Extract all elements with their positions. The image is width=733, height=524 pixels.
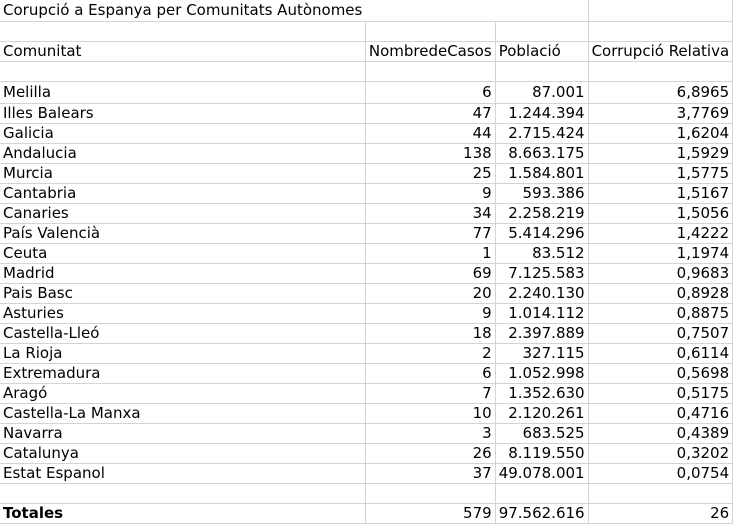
cell-poblacio[interactable]: 8.663.175 — [495, 144, 588, 164]
cell-casos[interactable]: 6 — [365, 364, 495, 384]
table-row — [0, 344, 733, 364]
cell-relativa[interactable]: 0,4716 — [588, 404, 733, 424]
cell-comunitat[interactable]: Cantabria — [0, 184, 365, 204]
table-row — [0, 104, 733, 124]
cell-poblacio[interactable]: 8.119.550 — [495, 444, 588, 464]
cell-casos[interactable]: 37 — [365, 464, 495, 484]
cell-relativa[interactable]: 0,0754 — [588, 464, 733, 484]
cell-comunitat[interactable]: Catalunya — [0, 444, 365, 464]
header-casos[interactable]: NombredeCasos — [365, 42, 495, 62]
cell-comunitat[interactable]: Castella-La Manxa — [0, 404, 365, 424]
cell-relativa[interactable]: 0,7507 — [588, 324, 733, 344]
table-row — [0, 82, 733, 104]
title-row — [0, 0, 733, 22]
empty-row — [0, 62, 733, 82]
cell-relativa[interactable]: 0,5698 — [588, 364, 733, 384]
empty-cell[interactable] — [0, 484, 365, 504]
cell-comunitat[interactable]: Galicia — [0, 124, 365, 144]
cell-relativa[interactable]: 0,8928 — [588, 284, 733, 304]
table-row — [0, 364, 733, 384]
cell-casos[interactable]: 47 — [365, 104, 495, 124]
totals-label[interactable]: Totales — [0, 504, 365, 524]
cell-relativa[interactable]: 6,8965 — [588, 82, 733, 104]
empty-cell[interactable] — [495, 22, 588, 42]
cell-poblacio[interactable]: 1.584.801 — [495, 164, 588, 184]
cell-relativa[interactable]: 0,9683 — [588, 264, 733, 284]
empty-row — [0, 22, 733, 42]
empty-cell[interactable] — [588, 62, 733, 82]
totals-row — [0, 504, 733, 524]
cell-relativa[interactable]: 1,4222 — [588, 224, 733, 244]
table-row — [0, 284, 733, 304]
cell-relativa[interactable]: 0,4389 — [588, 424, 733, 444]
cell-comunitat[interactable]: Canaries — [0, 204, 365, 224]
cell-casos[interactable]: 7 — [365, 384, 495, 404]
empty-cell[interactable] — [365, 0, 495, 22]
cell-casos[interactable]: 44 — [365, 124, 495, 144]
cell-poblacio[interactable]: 327.115 — [495, 344, 588, 364]
cell-casos[interactable]: 138 — [365, 144, 495, 164]
cell-poblacio[interactable]: 2.240.130 — [495, 284, 588, 304]
empty-cell[interactable] — [588, 0, 733, 22]
cell-poblacio[interactable]: 1.052.998 — [495, 364, 588, 384]
table-row — [0, 224, 733, 244]
cell-casos[interactable]: 2 — [365, 344, 495, 364]
cell-comunitat[interactable]: Murcia — [0, 164, 365, 184]
totals-casos[interactable]: 579 — [365, 504, 495, 524]
cell-comunitat[interactable]: Asturies — [0, 304, 365, 324]
table-row — [0, 304, 733, 324]
cell-casos[interactable]: 77 — [365, 224, 495, 244]
totals-relativa[interactable]: 26 — [588, 504, 733, 524]
table-row — [0, 144, 733, 164]
cell-poblacio[interactable]: 2.715.424 — [495, 124, 588, 144]
empty-cell[interactable] — [365, 22, 495, 42]
table-row — [0, 464, 733, 484]
table-row — [0, 404, 733, 424]
cell-casos[interactable]: 26 — [365, 444, 495, 464]
cell-poblacio[interactable]: 83.512 — [495, 244, 588, 264]
cell-comunitat[interactable]: Melilla — [0, 82, 365, 104]
table-row — [0, 124, 733, 144]
empty-cell[interactable] — [0, 62, 365, 82]
table-row — [0, 184, 733, 204]
cell-relativa[interactable]: 1,5167 — [588, 184, 733, 204]
cell-poblacio[interactable]: 49.078.001 — [495, 464, 588, 484]
totals-poblacio[interactable]: 97.562.616 — [495, 504, 588, 524]
empty-cell[interactable] — [495, 484, 588, 504]
cell-casos[interactable]: 3 — [365, 424, 495, 444]
cell-casos[interactable]: 1 — [365, 244, 495, 264]
cell-comunitat[interactable]: Madrid — [0, 264, 365, 284]
table-row — [0, 424, 733, 444]
cell-comunitat[interactable]: Navarra — [0, 424, 365, 444]
empty-cell[interactable] — [0, 22, 365, 42]
cell-casos[interactable]: 34 — [365, 204, 495, 224]
header-relativa[interactable]: Corrupció Relativa — [588, 42, 733, 62]
table-row — [0, 384, 733, 404]
cell-comunitat[interactable]: La Rioja — [0, 344, 365, 364]
table-row — [0, 204, 733, 224]
cell-relativa[interactable]: 0,3202 — [588, 444, 733, 464]
cell-poblacio[interactable]: 7.125.583 — [495, 264, 588, 284]
header-comunitat[interactable]: Comunitat — [0, 42, 365, 62]
cell-casos[interactable]: 9 — [365, 304, 495, 324]
cell-comunitat[interactable]: Extremadura — [0, 364, 365, 384]
cell-comunitat[interactable]: Pais Basc — [0, 284, 365, 304]
cell-poblacio[interactable]: 2.258.219 — [495, 204, 588, 224]
cell-comunitat[interactable]: Illes Balears — [0, 104, 365, 124]
cell-poblacio[interactable]: 1.352.630 — [495, 384, 588, 404]
empty-cell[interactable] — [588, 22, 733, 42]
cell-poblacio[interactable]: 593.386 — [495, 184, 588, 204]
table-row — [0, 164, 733, 184]
cell-poblacio[interactable]: 683.525 — [495, 424, 588, 444]
cell-casos[interactable]: 18 — [365, 324, 495, 344]
cell-casos[interactable]: 6 — [365, 82, 495, 104]
empty-cell[interactable] — [365, 484, 495, 504]
cell-relativa[interactable]: 1,1974 — [588, 244, 733, 264]
cell-comunitat[interactable]: Ceuta — [0, 244, 365, 264]
cell-casos[interactable]: 69 — [365, 264, 495, 284]
cell-comunitat[interactable]: País Valencià — [0, 224, 365, 244]
cell-relativa[interactable]: 0,8875 — [588, 304, 733, 324]
cell-poblacio[interactable]: 87.001 — [495, 82, 588, 104]
cell-relativa[interactable]: 1,5056 — [588, 204, 733, 224]
sheet-title[interactable]: Corupció a Espanya per Comunitats Autònomes — [0, 0, 365, 22]
table-row — [0, 264, 733, 284]
cell-casos[interactable]: 25 — [365, 164, 495, 184]
table-row — [0, 244, 733, 264]
cell-comunitat[interactable]: Aragó — [0, 384, 365, 404]
cell-poblacio[interactable]: 2.120.261 — [495, 404, 588, 424]
cell-relativa[interactable]: 1,6204 — [588, 124, 733, 144]
empty-cell[interactable] — [588, 484, 733, 504]
cell-poblacio[interactable]: 1.244.394 — [495, 104, 588, 124]
table-row — [0, 324, 733, 344]
cell-casos[interactable]: 9 — [365, 184, 495, 204]
cell-casos[interactable]: 10 — [365, 404, 495, 424]
cell-casos[interactable]: 20 — [365, 284, 495, 304]
empty-cell[interactable] — [495, 62, 588, 82]
cell-relativa[interactable]: 0,5175 — [588, 384, 733, 404]
cell-relativa[interactable]: 0,6114 — [588, 344, 733, 364]
empty-row — [0, 484, 733, 504]
cell-poblacio[interactable]: 1.014.112 — [495, 304, 588, 324]
cell-relativa[interactable]: 1,5775 — [588, 164, 733, 184]
header-poblacio[interactable]: Població — [495, 42, 588, 62]
table-row — [0, 444, 733, 464]
cell-poblacio[interactable]: 2.397.889 — [495, 324, 588, 344]
cell-comunitat[interactable]: Estat Espanol — [0, 464, 365, 484]
cell-comunitat[interactable]: Castella-Lleó — [0, 324, 365, 344]
cell-comunitat[interactable]: Andalucia — [0, 144, 365, 164]
cell-poblacio[interactable]: 5.414.296 — [495, 224, 588, 244]
empty-cell[interactable] — [365, 62, 495, 82]
cell-relativa[interactable]: 3,7769 — [588, 104, 733, 124]
cell-relativa[interactable]: 1,5929 — [588, 144, 733, 164]
header-row — [0, 42, 733, 62]
empty-cell[interactable] — [495, 0, 588, 22]
